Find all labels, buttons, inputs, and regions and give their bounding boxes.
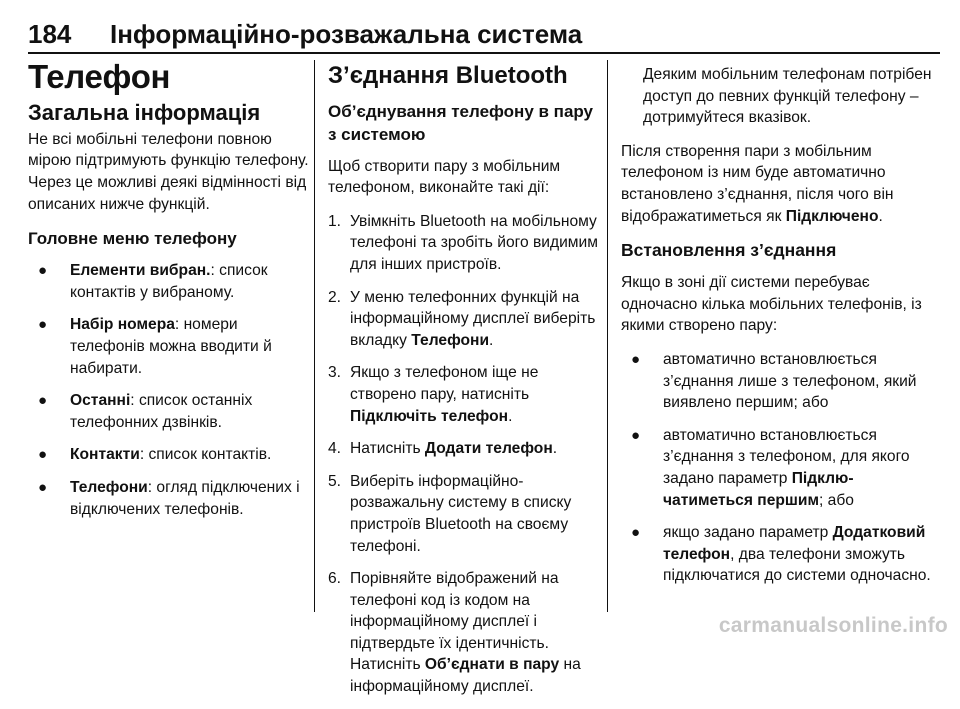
after-pairing-text: Після створення пари з мобільним телефоном із ним буде автоматично встановлено з’єднання, після чого він відображатиметься як Підключено. [621, 142, 894, 225]
chapter-title: Телефон [28, 58, 171, 95]
column-divider [607, 60, 608, 612]
step-item: 1. Увімкніть Bluetooth на мобільному телефоні та зробіть його видимим для інших пристроїв. [328, 212, 598, 273]
list-item: ● Останні: список останніх телефонних дзвінків. [38, 392, 253, 431]
list-item: ● якщо задано параметр Додатковий телефон, два телефони зможуть підключатися до системи одночасно. [631, 524, 931, 585]
list-item: ● Телефони: огляд підключених і відключених телефонів. [38, 478, 300, 518]
step-item: 5. Виберіть інформаційно-розважальну систему в списку пристроїв Bluetooth на своєму телефоні. [328, 472, 572, 555]
general-info-text: Не всі мобільні телефони повною мірою підтримують функцію телефону. Через це можливі деякі відмінності від описаних нижче функцій. [28, 130, 309, 213]
step-item: 4. Натисніть Додати телефон. [328, 440, 558, 458]
column-2 [328, 60, 600, 709]
list-item: ● автоматично встановлюється з’єднання з телефоном, для якого задано параметр Підклю-чатиметься першим; або [631, 426, 910, 509]
list-item: ● автоматично встановлюється з’єднання лише з телефоном, який виявлено першим; або [631, 350, 917, 412]
connection-heading: Встановлення з’єднання [621, 240, 837, 261]
list-item: ● Набір номера: номери телефонів можна вводити й набирати. [38, 316, 272, 377]
phone-menu-heading: Головне меню телефону [28, 229, 237, 249]
list-item: ● Контакти: список контактів. [38, 446, 272, 464]
watermark: carmanualsonline.info [718, 614, 948, 637]
column-3 [621, 60, 941, 598]
bluetooth-heading: З’єднання Bluetooth [328, 62, 568, 89]
pairing-intro: Щоб створити пару з мобільним телефоном, виконайте такі дії: [328, 157, 561, 197]
column-divider [314, 60, 315, 612]
step-item: 3. Якщо з телефоном іще не створено пару, натисніть Підключіть телефон. [328, 364, 539, 425]
step-continuation: Деяким мобільним телефонам потрібен доступ до певних функцій телефону – дотримуйтеся вказівок. [643, 66, 932, 127]
page-header [28, 14, 940, 54]
step-item: 6. Порівняйте відображений на телефоні код із кодом на інформаційному дисплеї і підтвердьте їх ідентичність. Натисніть Об’єднати в пару на інформаційному дисплеї. [328, 570, 581, 696]
list-item: ● Елементи вибран.: список контактів у вибраному. [38, 262, 268, 301]
connection-intro: Якщо в зоні дії системи перебуває одночасно кілька мобільних телефонів, із якими створено пару: [621, 274, 922, 335]
column-1 [28, 60, 310, 531]
pairing-subheading: Об’єднування телефону в пару з системою [328, 101, 594, 144]
page-number: 184 [28, 19, 72, 49]
general-info-heading: Загальна інформація [28, 99, 261, 125]
section-title: Інформаційно-розважальна система [110, 19, 583, 49]
pairing-steps [328, 211, 600, 698]
step-item: 2. У меню телефонних функцій на інформаційному дисплеї виберіть вкладку Телефони. [328, 288, 596, 349]
